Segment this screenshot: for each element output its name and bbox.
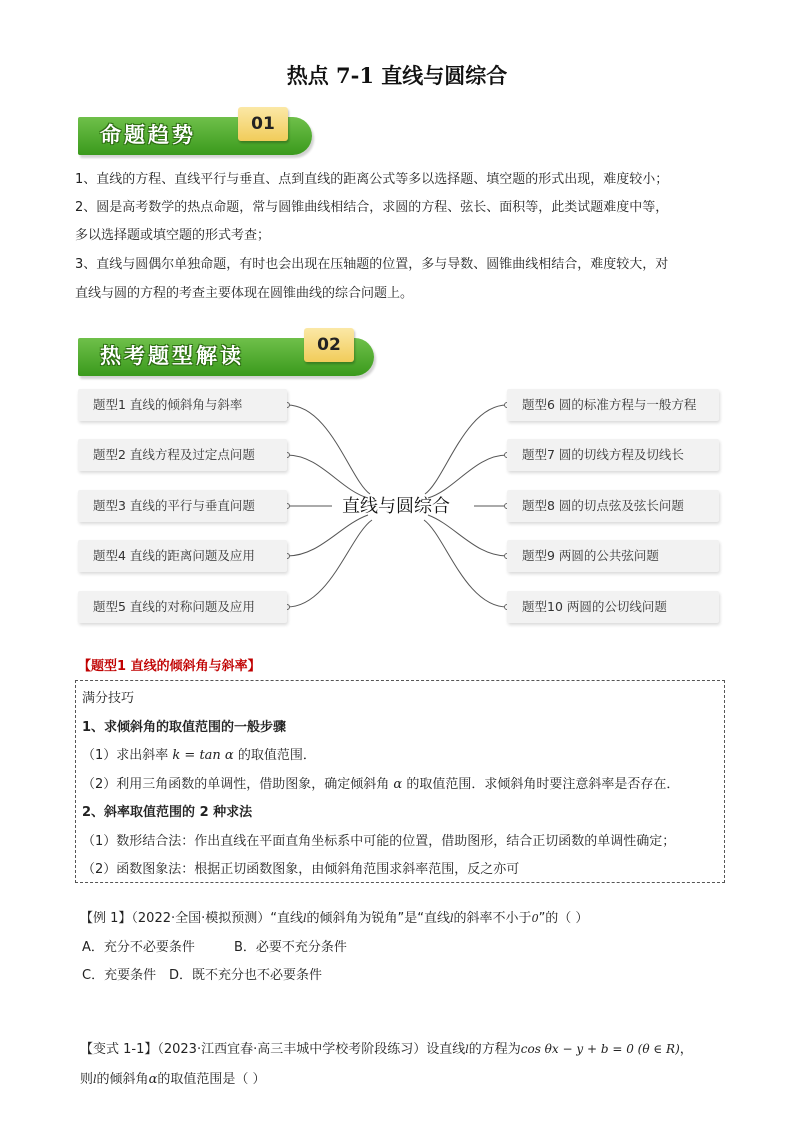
text: 则 (80, 1072, 94, 1087)
math-variable: l (450, 912, 454, 925)
mindmap-topic-3: 题型3 直线的平行与垂直问题 (78, 490, 287, 522)
mindmap-topic-10: 题型10 两圆的公切线问题 (507, 591, 719, 623)
banner-label: 命题趋势 (100, 122, 196, 147)
mindmap-topic-5: 题型5 直线的对称问题及应用 (78, 591, 287, 623)
mindmap-center-topic: 直线与圆综合 (342, 496, 450, 517)
variant-1-1-question (80, 1068, 265, 1087)
math-variable: α (148, 1072, 158, 1087)
option-d: D．既不充分也不必要条件 (169, 968, 323, 983)
option-a: A．充分不必要条件 (82, 940, 195, 955)
mindmap-topic-1: 题型1 直线的倾斜角与斜率 (78, 389, 287, 421)
text: 的方程为 (468, 1042, 521, 1057)
page-title: 热点 7-1 直线与圆综合 (286, 63, 508, 88)
text: 的取值范围． (233, 748, 316, 763)
math-variable: l (93, 1073, 97, 1086)
mindmap-topic-9: 题型9 两圆的公共弦问题 (507, 540, 719, 572)
text: （2）利用三角函数的单调性，借助图象，确定倾斜角 (82, 777, 394, 792)
tips-step-2 (82, 773, 679, 792)
trend-line: 直线与圆的方程的考查主要体现在圆锥曲线的综合问题上。 (75, 286, 414, 301)
mindmap-topic-8: 题型8 圆的切点弦及弦长问题 (507, 490, 719, 522)
banner-number: 02 (304, 328, 354, 362)
text: 的斜率不小于 (453, 911, 532, 926)
example-1-stem (80, 907, 588, 926)
trend-line: 3、直线与圆偶尔单独命题，有时也会出现在压轴题的位置，多与导数、圆锥曲线相结合，难度较大，对 (75, 257, 669, 272)
tips-step-1 (82, 744, 316, 763)
math-expression: α (393, 777, 403, 792)
text: 【变式 1-1】（2023·江西宜春·高三丰城中学校考阶段练习）设直线 (80, 1042, 466, 1057)
tips-method-1: （1）数形结合法：作出直线在平面直角坐标系中可能的位置，借助图形，结合正切函数的单调性确定； (82, 834, 676, 849)
math-expression: k = tan α (172, 748, 234, 763)
trend-line: 2、圆是高考数学的热点命题，常与圆锥曲线相结合，求圆的方程、弦长、面积等，此类试题难度中等， (75, 200, 669, 215)
text: 的倾斜角 (96, 1072, 149, 1087)
tips-heading-2: 2、斜率取值范围的 2 种求法 (82, 805, 253, 820)
text: （1）求出斜率 (82, 748, 173, 763)
banner-number: 01 (238, 107, 288, 141)
text: ”的（ ） (538, 911, 589, 926)
tips-method-2: （2）函数图象法：根据正切函数图象，由倾斜角范围求斜率范围，反之亦可 (82, 862, 520, 877)
text: 的取值范围是（ ） (157, 1072, 266, 1087)
mindmap-topic-4: 题型4 直线的距离问题及应用 (78, 540, 287, 572)
trend-line: 1、直线的方程、直线平行与垂直、点到直线的距离公式等多以选择题、填空题的形式出现，难度较小； (75, 172, 669, 187)
math-variable: l (465, 1043, 469, 1056)
variant-1-1-stem (80, 1038, 693, 1057)
text: ， (679, 1042, 693, 1057)
section-heading-type1: 【题型1 直线的倾斜角与斜率】 (78, 659, 261, 674)
option-c: C．充要条件 (82, 968, 157, 983)
text: 的取值范围．求倾斜角时要注意斜率是否存在． (402, 777, 680, 792)
math-number: 0 (531, 912, 539, 925)
mindmap-topic-6: 题型6 圆的标准方程与一般方程 (507, 389, 719, 421)
option-b: B．必要不充分条件 (234, 940, 347, 955)
math-equation: cos θx − y + b = 0 (θ ∈ R) (520, 1042, 680, 1056)
tips-box (75, 680, 725, 883)
tips-heading-1: 1、求倾斜角的取值范围的一般步骤 (82, 720, 287, 735)
trend-line: 多以选择题或填空题的形式考查； (75, 228, 271, 243)
text: 【例 1】（2022·全国·模拟预测）“直线 (80, 911, 303, 926)
text: 的倾斜角为锐角”是“直线 (306, 911, 451, 926)
mindmap-topic-2: 题型2 直线方程及过定点问题 (78, 439, 287, 471)
mindmap-topic-7: 题型7 圆的切线方程及切线长 (507, 439, 719, 471)
math-variable: l (303, 912, 307, 925)
tips-title: 满分技巧 (82, 691, 135, 706)
banner-label: 热考题型解读 (100, 343, 244, 368)
